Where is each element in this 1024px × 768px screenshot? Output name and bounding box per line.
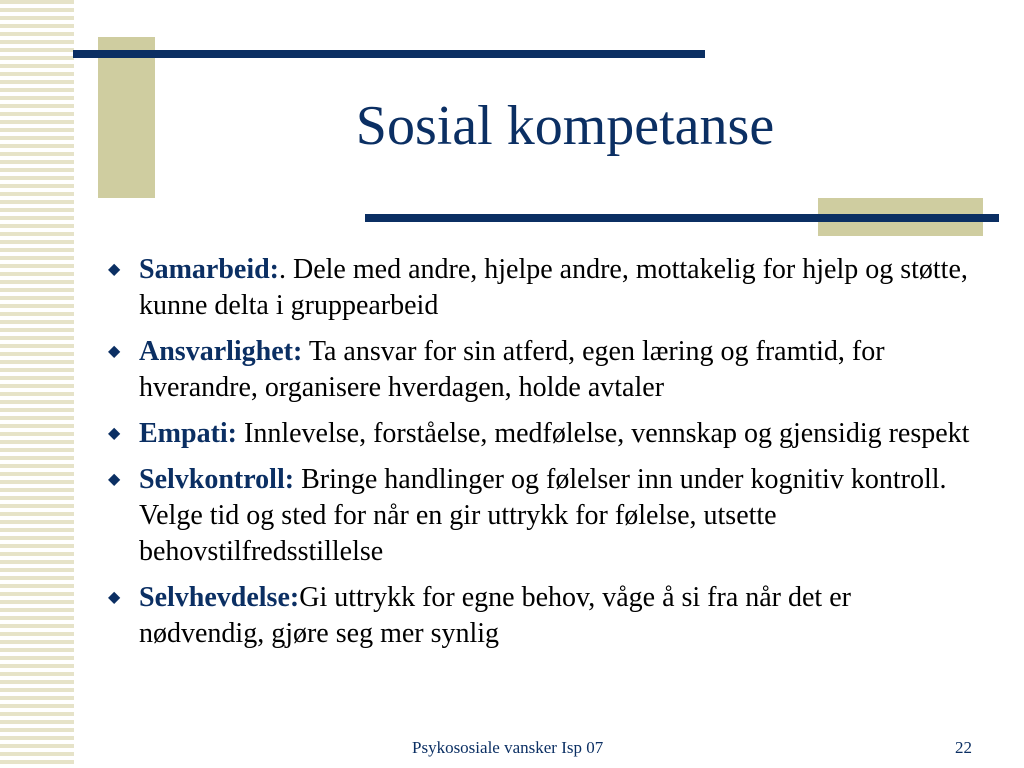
bullet-text: Bringe handlinger og følelser inn under kognitiv kontroll. Velge tid og sted for når en gir uttrykk for følelse, utsette behovstilfredsstillelse [139,464,947,567]
footer-title: Psykososiale vansker Isp 07 [412,738,604,757]
diamond-bullet-icon: ◆ [108,471,121,488]
slide-title: Sosial kompetanse [355,95,775,157]
bullet-term: Selvkontroll: [139,464,295,495]
left-stripe-decoration [0,0,74,768]
bullet-list [100,252,980,662]
bullet-text: . Dele med andre, hjelpe andre, mottakelig for hjelp og støtte, kunne delta i gruppearbeid [139,254,968,321]
title-underline-rule [365,214,999,222]
bullet-item [100,416,980,452]
bullet-item [100,462,980,570]
diamond-bullet-icon: ◆ [108,261,121,278]
bullet-term: Ansvarlighet: [139,336,303,367]
diamond-bullet-icon: ◆ [108,425,121,442]
bullet-term: Selvhevdelse: [139,582,300,613]
bullet-item [100,252,980,324]
bullet-item [100,334,980,406]
bullet-item [100,580,980,652]
top-left-accent-block [98,37,155,198]
bullet-text: Ta ansvar for sin atferd, egen læring og framtid, for hverandre, organisere hverdagen, holde avtaler [139,336,885,403]
diamond-bullet-icon: ◆ [108,343,121,360]
top-rule [73,50,705,58]
bullet-text: Gi uttrykk for egne behov, våge å si fra når det er nødvendig, gjøre seg mer synlig [139,582,851,649]
bullet-term: Samarbeid: [139,254,279,285]
diamond-bullet-icon: ◆ [108,589,121,606]
bullet-text: Innlevelse, forståelse, medfølelse, vennskap og gjensidig respekt [237,418,970,449]
slide-number: 22 [955,738,972,757]
bullet-term: Empati: [139,418,237,449]
